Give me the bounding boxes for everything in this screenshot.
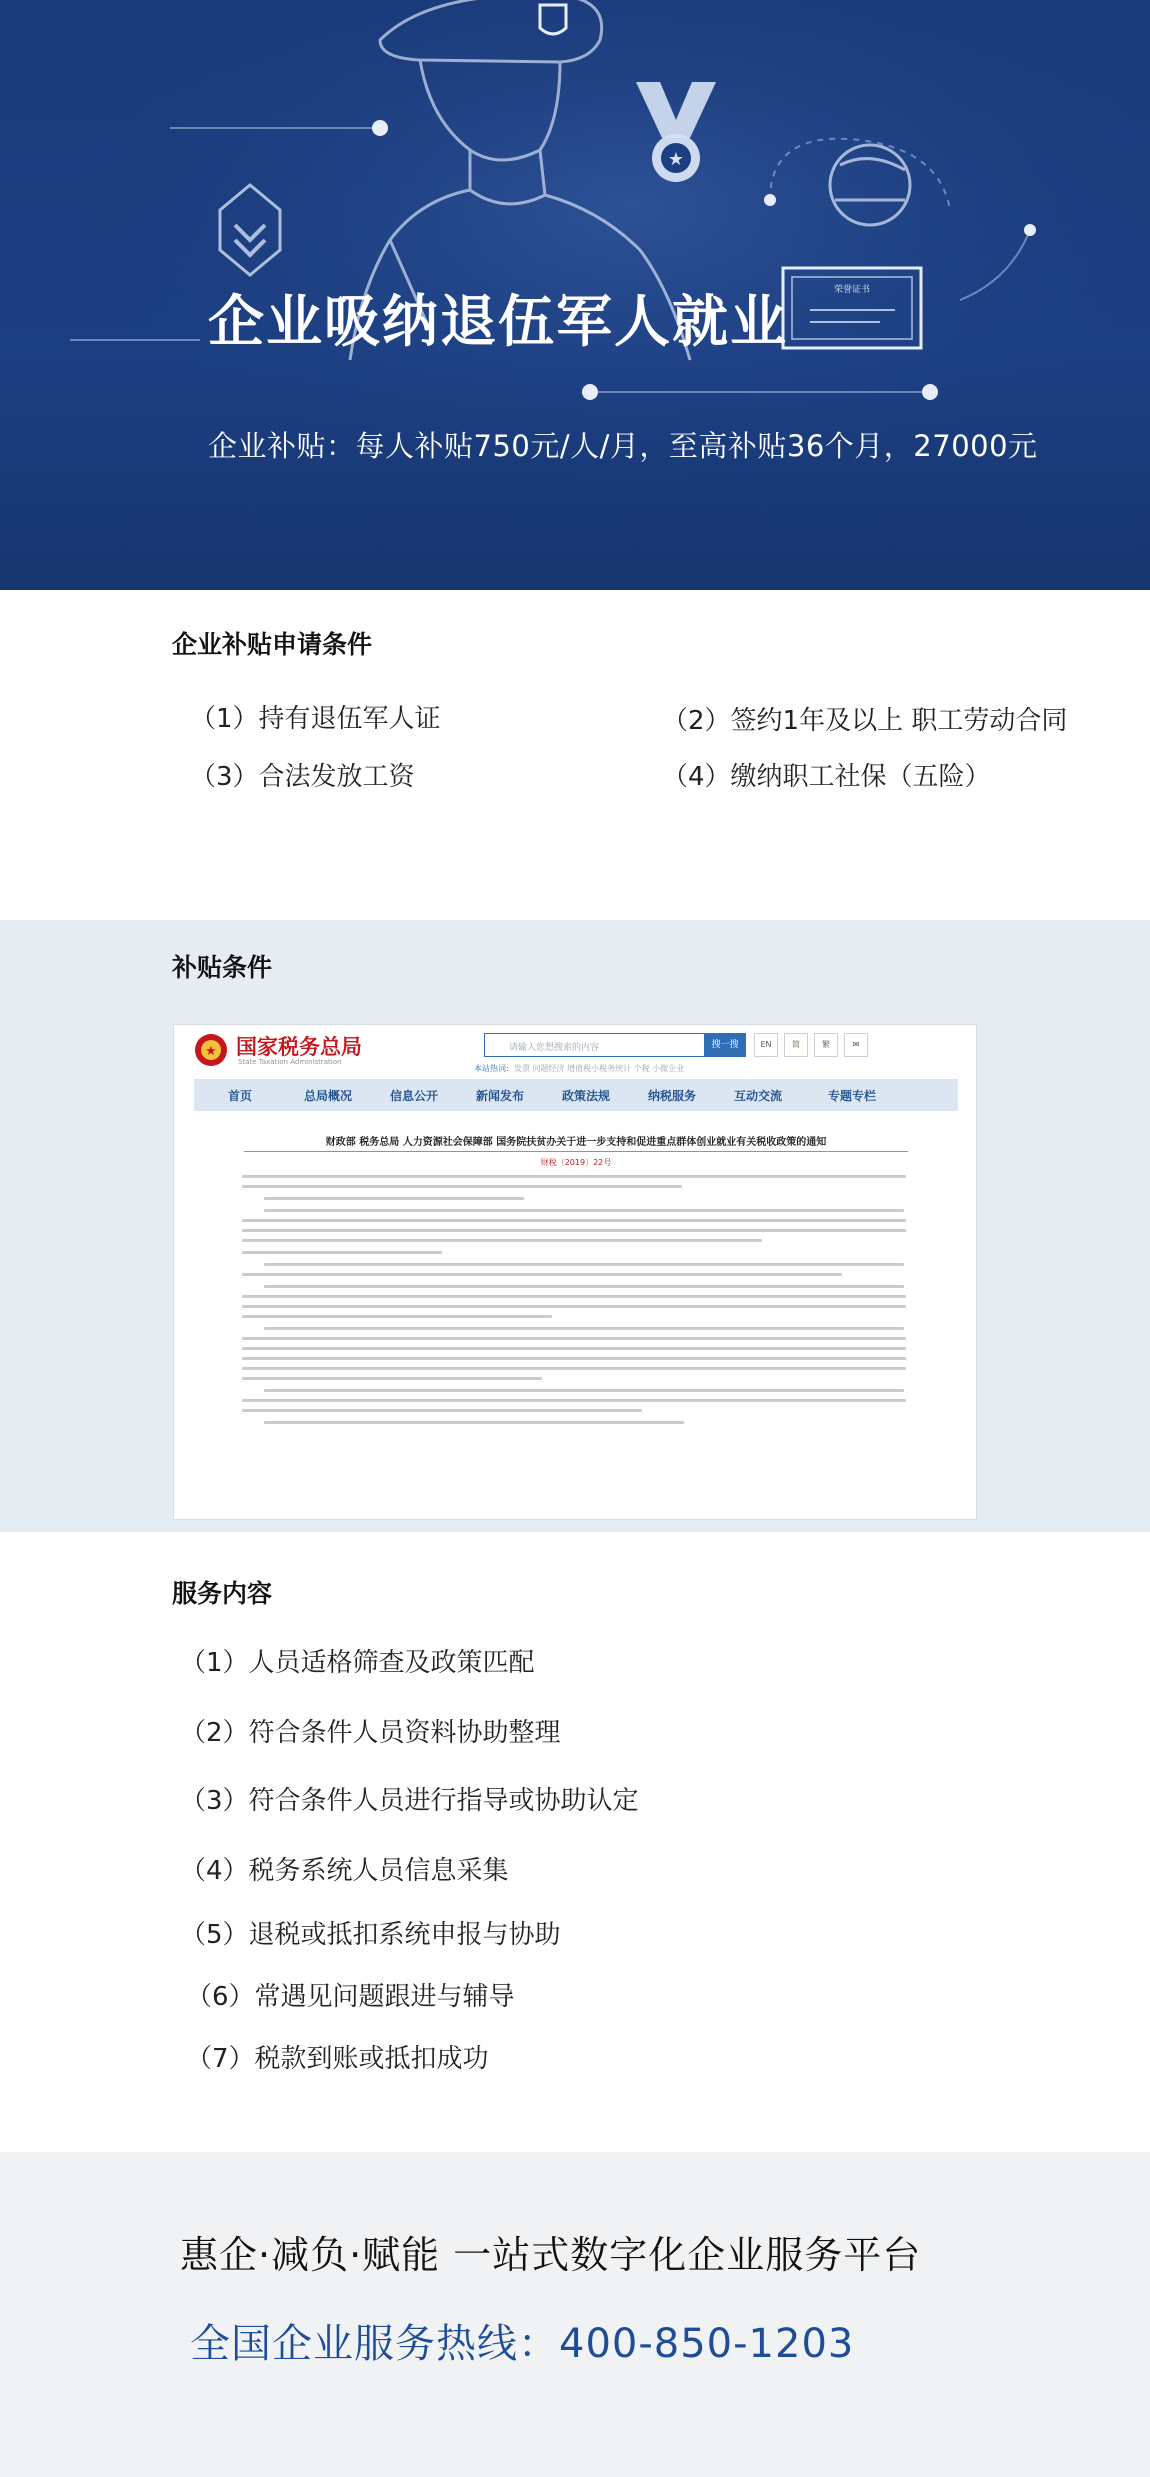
mail-icon[interactable]: ✉ <box>844 1033 868 1057</box>
document-text-line <box>264 1285 904 1288</box>
document-text-line <box>242 1305 906 1308</box>
language-en-button[interactable]: EN <box>754 1033 778 1057</box>
subsidy-title: 补贴条件 <box>172 953 273 982</box>
sat-nav-bar <box>194 1079 958 1111</box>
document-text-line <box>242 1219 906 1222</box>
service-item: （5）退税或抵扣系统申报与协助 <box>180 1920 561 1950</box>
document-text-line <box>242 1239 762 1242</box>
document-text-line <box>242 1315 552 1318</box>
subsidy-section <box>0 920 1150 1532</box>
service-item: （2）符合条件人员资料协助整理 <box>180 1718 561 1748</box>
document-text-line <box>242 1337 906 1340</box>
services-section <box>0 1532 1150 2152</box>
hot-words: 发票 问题经济 增值税小税务统计 个税 小微企业 <box>514 1064 685 1073</box>
svg-text:★: ★ <box>205 1044 217 1059</box>
national-emblem-icon <box>194 1033 228 1067</box>
document-text-line <box>264 1263 904 1266</box>
document-number: 财税〔2019〕22号 <box>540 1158 612 1167</box>
condition-item: （2）签约1年及以上 职工劳动合同 <box>662 706 1068 736</box>
nav-item-policy[interactable]: 政策法规 <box>562 1089 611 1103</box>
document-text-line <box>242 1229 906 1232</box>
condition-item: （1）持有退伍军人证 <box>190 704 441 734</box>
document-text-line <box>242 1295 906 1298</box>
footer <box>0 2152 1150 2477</box>
sat-search-input[interactable]: 请输入您想搜索的内容 <box>484 1033 706 1057</box>
document-text-line <box>264 1389 904 1392</box>
document-text-line <box>242 1185 682 1188</box>
service-item: （4）税务系统人员信息采集 <box>180 1856 509 1886</box>
condition-item: （3）合法发放工资 <box>190 762 415 792</box>
document-text-line <box>264 1209 904 1212</box>
document-text-line <box>242 1357 906 1360</box>
sat-search-button[interactable]: 搜一搜 <box>704 1033 746 1057</box>
service-item: （7）税款到账或抵扣成功 <box>186 2044 489 2074</box>
nav-item-home[interactable]: 首页 <box>228 1089 253 1103</box>
service-hotline: 全国企业服务热线：400-850-1203 <box>190 2321 855 2367</box>
hero-title: 企业吸纳退伍军人就业 <box>208 290 788 355</box>
sat-site-header <box>174 1025 977 1077</box>
document-text-line <box>264 1327 904 1330</box>
nav-item-news[interactable]: 新闻发布 <box>476 1089 525 1103</box>
service-item: （3）符合条件人员进行指导或协助认定 <box>180 1786 639 1816</box>
document-divider <box>244 1151 908 1152</box>
hero-subtitle: 企业补贴：每人补贴750元/人/月，至高补贴36个月，27000元 <box>208 429 1038 463</box>
svg-text:★: ★ <box>667 149 685 170</box>
hero-banner <box>0 0 1150 590</box>
conditions-section <box>0 590 1150 920</box>
nav-item-topics[interactable]: 专题专栏 <box>828 1089 877 1103</box>
nav-item-service[interactable]: 纳税服务 <box>648 1089 697 1103</box>
services-title: 服务内容 <box>172 1579 273 1608</box>
service-item: （1）人员适格筛查及政策匹配 <box>180 1648 535 1678</box>
sat-site-name: 国家税务总局 <box>236 1034 362 1059</box>
document-title: 财政部 税务总局 人力资源社会保障部 国务院扶贫办关于进一步支持和促进重点群体创业就业有关税收政策的通知 <box>325 1137 827 1148</box>
nav-item-interaction[interactable]: 互动交流 <box>734 1089 783 1103</box>
document-text-line <box>242 1175 906 1178</box>
document-text-line <box>242 1399 906 1402</box>
simplified-button[interactable]: 简 <box>784 1033 808 1057</box>
document-text-line <box>242 1273 842 1276</box>
sat-site-name-en: State Taxation Administration <box>238 1058 342 1066</box>
service-item: （6）常遇见问题跟进与辅导 <box>186 1982 515 2012</box>
condition-item: （4）缴纳职工社保（五险） <box>662 762 991 792</box>
footer-slogan: 惠企·减负·赋能 一站式数字化企业服务平台 <box>180 2233 922 2277</box>
document-text-line <box>264 1197 524 1200</box>
nav-item-disclosure[interactable]: 信息公开 <box>390 1089 439 1103</box>
document-text-line <box>242 1347 906 1350</box>
document-text-line <box>242 1377 542 1380</box>
policy-document-screenshot <box>173 1024 977 1520</box>
certificate-label: 荣誉证书 <box>833 285 870 295</box>
traditional-button[interactable]: 繁 <box>814 1033 838 1057</box>
conditions-title: 企业补贴申请条件 <box>172 630 373 659</box>
nav-item-overview[interactable]: 总局概况 <box>304 1089 353 1103</box>
document-text-line <box>242 1409 642 1412</box>
document-text-line <box>264 1421 684 1424</box>
document-text-line <box>242 1367 906 1370</box>
document-text-line <box>242 1251 442 1254</box>
hot-words-label: 本站热词: <box>474 1064 509 1073</box>
